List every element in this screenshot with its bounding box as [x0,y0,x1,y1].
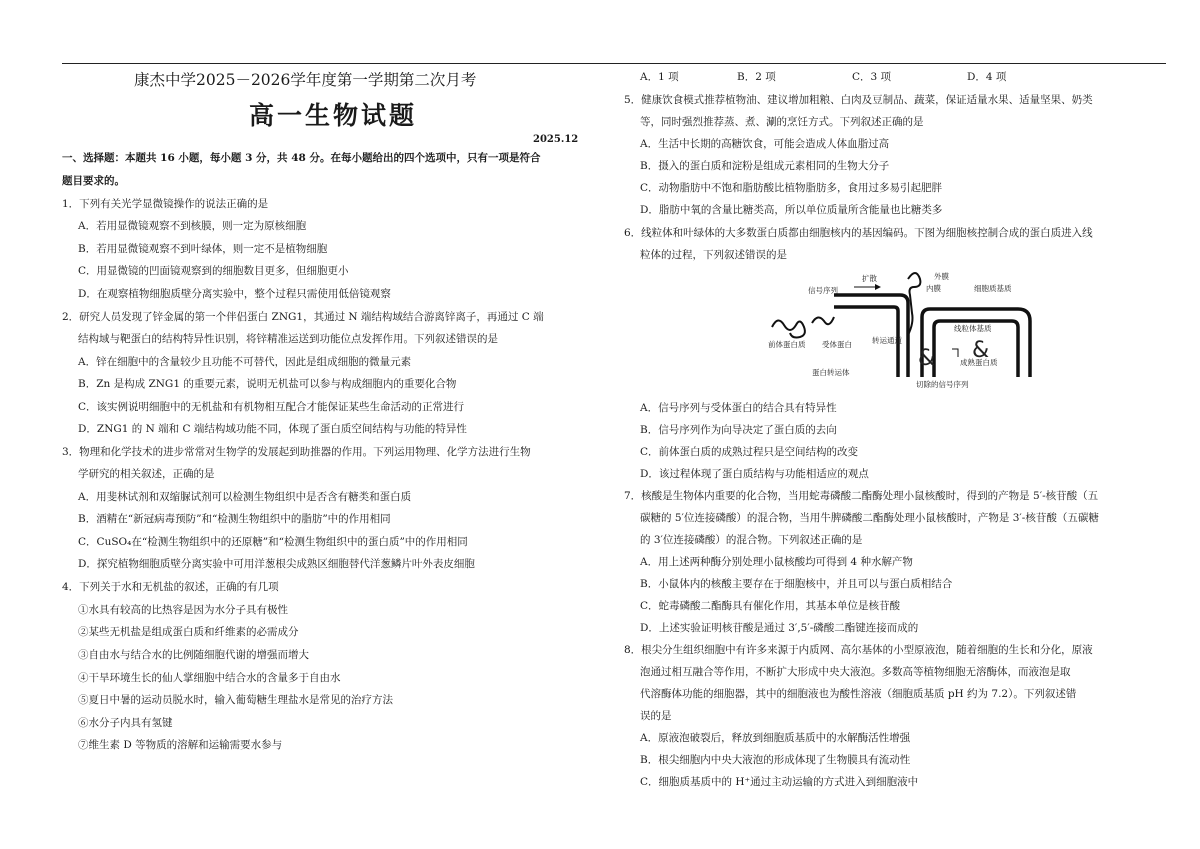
q4-option-c: C．3 项 [852,71,892,83]
q7-stem-cont-1: 碳糖的 5′位连接磷酸）的混合物，当用牛脾磷酸二酯酶处理小鼠核酸时，产物是 3′-核苷酸（五碳糖 [640,512,1099,524]
label-channel: 转运通道 [872,336,902,345]
q4-stem: 4．下列关于水和无机盐的叙述，正确的有几项 [62,581,279,593]
label-diffuse: 扩散 [862,274,877,283]
q5-option-a: A．生活中长期的高糖饮食，可能会造成人体血脂过高 [640,138,890,150]
q1-stem: 1．下列有关光学显微镜操作的说法正确的是 [62,198,269,210]
q3-option-c: C．CuSO₄在“检测生物组织中的还原糖”和“检测生物组织中的蛋白质”中的作用相同 [78,536,468,548]
q4-option-a: A．1 项 [640,71,679,83]
q1-option-d: D．在观察植物细胞质壁分离实验中，整个过程只需使用低倍镜观察 [78,288,391,300]
exam-date: 2025.12 [533,134,579,145]
q7-stem: 7．核酸是生物体内重要的化合物，当用蛇毒磷酸二酯酶处理小鼠核酸时，得到的产物是 5′-核苷酸（五 [624,490,1099,502]
q5-stem-cont: 等，同时强烈推荐蒸、煮、涮的烹饪方式。下列叙述正确的是 [640,116,924,128]
q6-option-a: A．信号序列与受体蛋白的结合具有特异性 [640,402,837,414]
q2-option-c: C．该实例说明细胞中的无机盐和有机物相互配合才能保证某些生命活动的正常进行 [78,401,465,413]
school-header: 康杰中学2025－2026学年度第一学期第二次月考 [134,71,477,89]
q7-option-c: C．蛇毒磷酸二酯酶具有催化作用，其基本单位是核苷酸 [640,600,901,612]
q8-stem: 8．根尖分生组织细胞中有许多来源于内质网、高尔基体的小型原液泡，随着细胞的生长和分化，原液 [624,644,1093,656]
q5-option-d: D．脂肪中氧的含量比糖类高，所以单位质量所含能量也比糖类多 [640,204,943,216]
q5-stem: 5．健康饮食模式推荐植物油、建议增加粗粮、白肉及豆制品、蔬菜，保证适量水果、适量坚果、奶类 [624,94,1093,106]
q2-stem-cont: 结构域与靶蛋白的结构特异性识别，将锌精准运送到功能位点发挥作用。下列叙述错误的是 [78,333,498,345]
exam-title: 高一生物试题 [249,101,418,130]
q3-option-a: A．用斐林试剂和双缩脲试剂可以检测生物组织中是否含有糖类和蛋白质 [78,491,412,503]
precursor-protein-shape [772,320,805,337]
q1-option-c: C．用显微镜的凹面镜观察到的细胞数目更多，但细胞更小 [78,265,349,277]
translocating-protein-shape [908,273,920,335]
q7-option-a: A．用上述两种酶分别处理小鼠核酸均可得到 4 种水解产物 [640,556,913,568]
q8-stem-cont-2: 代溶酶体功能的细胞器，其中的细胞液也为酸性溶液（细胞质基质 pH 约为 7.2）。下列叙述错 [640,688,1077,700]
q3-option-d: D．探究植物细胞质壁分离实验中可用洋葱根尖成熟区细胞替代洋葱鳞片叶外表皮细胞 [78,558,475,570]
q8-stem-cont-3: 误的是 [640,710,672,722]
mature-protein-glyph-1: & [918,346,936,371]
top-rule [62,63,1166,64]
q8-option-b: B．根尖细胞内中央大液泡的形成体现了生物膜具有流动性 [640,754,911,766]
label-inner-membrane: 内膜 [926,284,941,293]
q4-statement-7: ⑦维生素 D 等物质的溶解和运输需要水参与 [78,739,283,751]
cleaved-seq-mark [952,349,958,357]
q8-option-a: A．原液泡破裂后，释放到细胞质基质中的水解酶活性增强 [640,732,911,744]
q3-option-b: B．酒精在“新冠病毒预防”和“检测生物组织中的脂肪”中的作用相同 [78,513,391,525]
q3-stem-cont: 学研究的相关叙述，正确的是 [78,468,215,480]
label-translocator: 蛋白转运体 [812,368,850,377]
q5-option-c: C．动物脂肪中不饱和脂肪酸比植物脂肪多，食用过多易引起肥胖 [640,182,943,194]
q7-stem-cont-2: 的 3′位连接磷酸）的混合物。下列叙述正确的是 [640,534,863,546]
q6-stem: 6．线粒体和叶绿体的大多数蛋白质都由细胞核内的基因编码。下图为细胞核控制合成的蛋白质进入线 [624,227,1093,239]
q4-statement-5: ⑤夏日中暑的运动员脱水时，输入葡萄糖生理盐水是常见的治疗方法 [78,694,393,706]
q8-option-c: C．细胞质基质中的 H⁺通过主动运输的方式进入到细胞液中 [640,776,919,788]
q7-option-b: B．小鼠体内的核酸主要存在于细胞核中，并且可以与蛋白质相结合 [640,578,953,590]
label-cleaved: 切除的信号序列 [916,380,969,389]
section-heading-cont: 题目要求的。 [62,175,125,187]
mitochondria-protein-import-diagram [768,267,1058,397]
q6-stem-cont: 粒体的过程，下列叙述错误的是 [640,249,787,261]
label-signal-seq: 信号序列 [808,286,838,295]
label-mature: 成熟蛋白质 [960,358,998,367]
q6-option-d: D．该过程体现了蛋白质结构与功能相适应的观点 [640,468,869,480]
label-outer-membrane: 外膜 [934,272,949,281]
label-cytosol: 细胞质基质 [974,284,1012,293]
q7-option-d: D．上述实验证明核苷酸是通过 3′,5′-磷酸二酯键连接而成的 [640,622,919,634]
q4-statement-6: ⑥水分子内具有氢键 [78,717,173,729]
q3-stem: 3．物理和化学技术的进步常常对生物学的发展起到助推器的作用。下列运用物理、化学方法进行生物 [62,446,531,458]
q2-option-b: B．Zn 是构成 ZNG1 的重要元素，说明无机盐可以参与构成细胞内的重要化合物 [78,378,457,390]
q4-statement-3: ③自由水与结合水的比例随细胞代谢的增强而增大 [78,649,309,661]
q4-option-b: B．2 项 [737,71,776,83]
q4-statement-2: ②某些无机盐是组成蛋白质和纤维素的必需成分 [78,626,299,638]
q4-option-d: D．4 项 [967,71,1007,83]
section-heading: 一、选择题：本题共 16 小题，每小题 3 分，共 48 分。在每小题给出的四个选项中，只有一项是符合 [62,152,541,164]
q4-statement-1: ①水具有较高的比热容是因为水分子具有极性 [78,604,288,616]
q1-option-b: B．若用显微镜观察不到叶绿体，则一定不是植物细胞 [78,243,328,255]
q8-stem-cont-1: 泡通过相互融合等作用，不断扩大形成中央大液泡。多数高等植物细胞无溶酶体，而液泡是取 [640,666,1071,678]
q2-stem: 2．研究人员发现了锌金属的第一个伴侣蛋白 ZNG1，其通过 N 端结构域结合游离锌离子，再通过 C 端 [62,311,544,323]
label-matrix: 线粒体基质 [954,324,992,333]
q2-option-d: D．ZNG1 的 N 端和 C 端结构域功能不同，体现了蛋白质空间结构与功能的特异性 [78,423,467,435]
receptor-bound-protein-shape [812,317,834,324]
label-precursor: 前体蛋白质 [768,340,806,349]
q5-option-b: B．摄入的蛋白质和淀粉是组成元素相同的生物大分子 [640,160,890,172]
q4-statement-4: ④干旱环境生长的仙人掌细胞中结合水的含量多于自由水 [78,672,341,684]
q1-option-a: A．若用显微镜观察不到核膜，则一定为原核细胞 [78,220,307,232]
q6-option-b: B．信号序列作为向导决定了蛋白质的去向 [640,424,837,436]
q6-option-c: C．前体蛋白质的成熟过程只是空间结构的改变 [640,446,859,458]
label-receptor: 受体蛋白 [822,340,852,349]
mature-protein-glyph-2: & [972,338,990,363]
q2-option-a: A．锌在细胞中的含量较少且功能不可替代，因此是组成细胞的微量元素 [78,356,412,368]
